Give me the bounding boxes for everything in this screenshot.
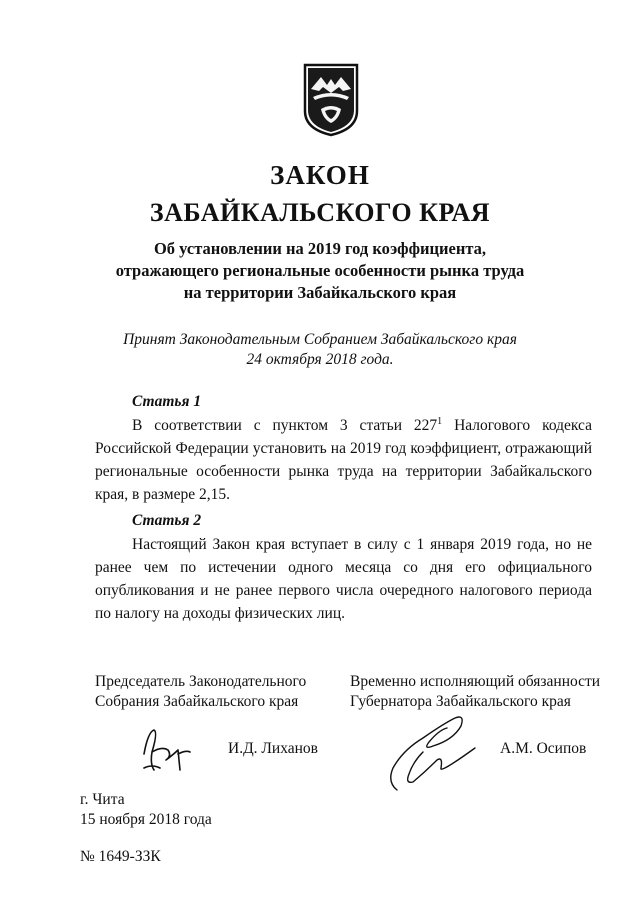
- governor-signature: [383, 712, 483, 794]
- chairman-position: [95, 672, 306, 712]
- governor-position-line-2: Губернатора Забайкальского края: [350, 693, 571, 710]
- article-1-text-end: Налогового кодекса Российской Федерации установить на 2019 год коэффициент, отражающий региональные особенности рынка труда на территории Забайкальского края, в размере 2,15.: [95, 417, 592, 503]
- adoption-date: 24 октября 2018 года.: [246, 351, 394, 368]
- city: г. Чита: [80, 791, 125, 808]
- law-subject: [0, 238, 640, 304]
- subject-line-2: отражающего региональные особенности рынка труда: [115, 261, 525, 280]
- chairman-name: И.Д. Лиханов: [228, 740, 318, 757]
- adoption-line-1: Принят Законодательным Собранием Забайкальского края: [123, 331, 517, 348]
- chairman-position-line-2: Собрания Забайкальского края: [95, 693, 299, 710]
- article-1-text: [95, 414, 592, 506]
- chairman-signature: [138, 724, 196, 776]
- law-number: № 1649-ЗЗК: [80, 848, 161, 865]
- governor-name: А.М. Осипов: [500, 740, 587, 757]
- governor-position: [350, 672, 600, 712]
- document-type-title: ЗАКОН: [270, 160, 370, 190]
- article-1-heading: Статья 1: [132, 393, 202, 410]
- coat-of-arms-emblem: [303, 63, 359, 137]
- place-and-date: [80, 790, 212, 830]
- article-2-heading: Статья 2: [132, 512, 202, 529]
- subject-line-3: на территории Забайкальского края: [183, 283, 457, 302]
- subject-line-1: Об установлении на 2019 год коэффициента,: [153, 239, 487, 258]
- article-1-superscript: 1: [437, 415, 443, 427]
- adoption-note: [0, 330, 640, 370]
- article-2-text: Настоящий Закон края вступает в силу с 1 января 2019 года, но не ранее чем по истечении одного месяца со дня его официального опубликования и не ранее первого числа очередного налогового периода по налогу на доходы физических лиц.: [95, 536, 592, 622]
- governor-position-line-1: Временно исполняющий обязанности: [350, 673, 601, 690]
- signing-date: 15 ноября 2018 года: [80, 811, 212, 828]
- chairman-position-line-1: Председатель Законодательного: [95, 673, 307, 690]
- region-title: ЗАБАЙКАЛЬСКОГО КРАЯ: [149, 198, 491, 227]
- article-1-text-start: В соответствии с пунктом 3 статьи 227: [132, 417, 438, 434]
